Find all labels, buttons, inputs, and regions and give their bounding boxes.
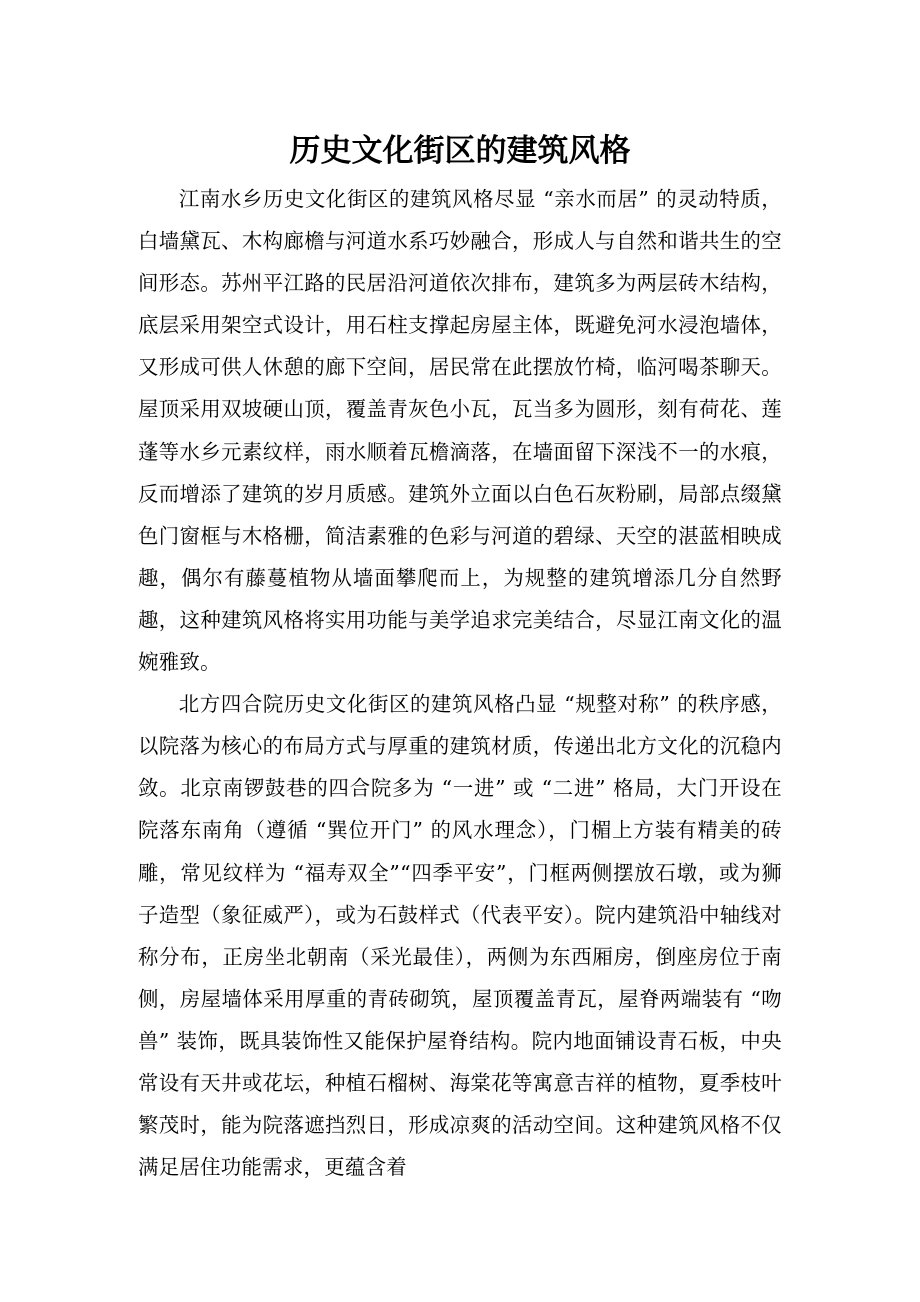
document-body: [138, 178, 782, 1188]
paragraph-siheyuan: 北方四合院历史文化街区的建筑风格凸显 “规整对称” 的秩序感，以院落为核心的布局方式与厚重的建筑材质，传递出北方文化的沉稳内敛。北京南锣鼓巷的四合院多为 “一进” 或 “二进” 格局，大门开设在院落东南角（遵循 “巽位开门” 的风水理念），门楣上方装有精美的砖雕，常见纹样为 “福寿双全”“四季平安”，门框两侧摆放石墩，或为狮子造型（象征威严），或为石鼓样式（代表平安）。院内建筑沿中轴线对称分布，正房坐北朝南（采光最佳），两侧为东西厢房，倒座房位于南侧，房屋墙体采用厚重的青砖砌筑，屋顶覆盖青瓦，屋脊两端装有 “吻兽” 装饰，既具装饰性又能保护屋脊结构。院内地面铺设青石板，中央常设有天井或花坛，种植石榴树、海棠花等寓意吉祥的植物，夏季枝叶繁茂时，能为院落遮挡烈日，形成凉爽的活动空间。这种建筑风格不仅满足居住功能需求，更蕴含着: [138, 692, 782, 1180]
document-title: 历史文化街区的建筑风格: [289, 133, 631, 169]
paragraph-jiangnan: 江南水乡历史文化街区的建筑风格尽显 “亲水而居” 的灵动特质，白墙黛瓦、木构廊檐与河道水系巧妙融合，形成人与自然和谐共生的空间形态。苏州平江路的民居沿河道依次排布，建筑多为两层砖木结构，底层采用架空式设计，用石柱支撑起房屋主体，既避免河水浸泡墙体，又形成可供人休憩的廊下空间，居民常在此摆放竹椅，临河喝茶聊天。屋顶采用双坡硬山顶，覆盖青灰色小瓦，瓦当多为圆形，刻有荷花、莲蓬等水乡元素纹样，雨水顺着瓦檐滴落，在墙面留下深浅不一的水痕，反而增添了建筑的岁月质感。建筑外立面以白色石灰粉刷，局部点缀黛色门窗框与木格栅，简洁素雅的色彩与河道的碧绿、天空的湛蓝相映成趣，偶尔有藤蔓植物从墙面攀爬而上，为规整的建筑增添几分自然野趣，这种建筑风格将实用功能与美学追求完美结合，尽显江南文化的温婉雅致。: [138, 187, 782, 675]
